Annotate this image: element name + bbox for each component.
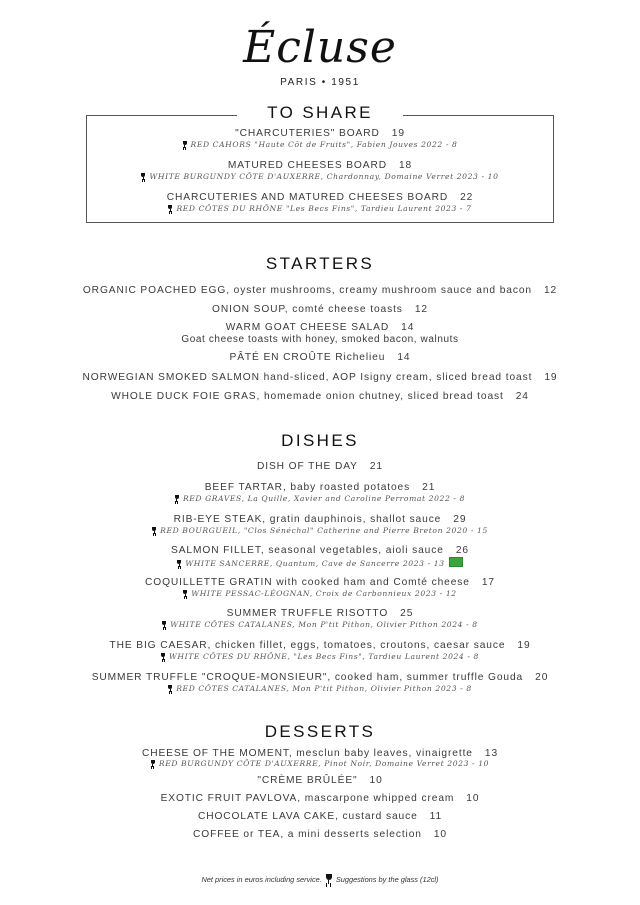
item-price: 22 bbox=[460, 192, 474, 203]
wine-suggestion: RED BOURGUEIL, "Clos Sénéchal" Catherine and Pierre Breton 2020 - 15 bbox=[0, 526, 640, 535]
menu-item: CHEESE OF THE MOMENT, mesclun baby leaves, vinaigrette 13 bbox=[141, 748, 499, 759]
menu-item bbox=[0, 160, 640, 171]
wine-glass-icon bbox=[168, 685, 172, 692]
wine-glass-icon bbox=[175, 495, 179, 502]
tagline: PARIS • 1951 bbox=[280, 77, 360, 88]
menu-item: EXOTIC FRUIT PAVLOVA, mascarpone whipped cream 10 bbox=[160, 793, 480, 804]
menu-item: THE BIG CAESAR, chicken fillet, eggs, tomatoes, croutons, caesar sauce 19 bbox=[109, 640, 531, 651]
item-name: CHARCUTERIES AND MATURED CHEESES BOARD bbox=[166, 192, 449, 203]
wine-suggestion: RED BURGUNDY CÔTE D'AUXERRE, Pinot Noir, Domaine Verret 2023 - 10 bbox=[0, 759, 640, 768]
wine-suggestion: RED CÔTES CATALANES, Mon P'tit Pithon, Olivier Pithon 2023 - 8 bbox=[0, 684, 640, 693]
footer-note: Net prices in euros including service. Suggestions by the glass (12cl) bbox=[201, 875, 439, 884]
wine-glass-icon bbox=[183, 141, 187, 148]
section-title-starters: STARTERS bbox=[265, 254, 375, 273]
menu-item: ORGANIC POACHED EGG, oyster mushrooms, creamy mushroom sauce and bacon 12 bbox=[82, 285, 558, 296]
wine-glass-icon bbox=[141, 173, 145, 180]
wine-suggestion: WHITE CÔTES DU RHÔNE, "Les Becs Fins", Tardieu Laurent 2024 - 8 bbox=[0, 652, 640, 661]
menu-item: SUMMER TRUFFLE RISOTTO 25 bbox=[226, 608, 414, 619]
item-name: MATURED CHEESES BOARD bbox=[227, 160, 387, 171]
menu-item: CHOCOLATE LAVA CAKE, custard sauce 11 bbox=[197, 811, 443, 822]
menu-item: COFFEE or TEA, a mini desserts selection 10 bbox=[192, 829, 447, 840]
menu-item: NORWEGIAN SMOKED SALMON hand-sliced, AOP Isigny cream, sliced bread toast 19 bbox=[82, 372, 558, 383]
wine-glass-icon bbox=[152, 527, 156, 534]
section-title-desserts: DESSERTS bbox=[264, 722, 376, 741]
wine-suggestion: WHITE BURGUNDY CÔTE D'AUXERRE, Chardonnay, Domaine Verret 2023 - 10 bbox=[0, 172, 640, 181]
item-description: Goat cheese toasts with honey, smoked bacon, walnuts bbox=[181, 334, 459, 345]
menu-item: WARM GOAT CHEESE SALAD 14 bbox=[225, 322, 415, 333]
wine-glass-icon bbox=[326, 874, 332, 884]
wine-glass-icon bbox=[162, 621, 166, 628]
wine-suggestion: RED GRAVES, La Quille, Xavier and Caroline Perromat 2022 - 8 bbox=[0, 494, 640, 503]
item-name: "CHARCUTERIES" BOARD bbox=[235, 128, 380, 139]
menu-item: BEEF TARTAR, baby roasted potatoes 21 bbox=[204, 482, 436, 493]
item-price: 19 bbox=[391, 128, 405, 139]
wine-suggestion: WHITE SANCERRE, Quantum, Cave de Sancerre 2023 - 13 bbox=[0, 557, 640, 568]
menu-item: COQUILLETTE GRATIN with cooked ham and Comté cheese 17 bbox=[145, 577, 495, 588]
wine-glass-icon bbox=[177, 560, 181, 567]
menu-item: ONION SOUP, comté cheese toasts 12 bbox=[212, 304, 428, 315]
wine-suggestion: WHITE PESSAC-LÉOGNAN, Croix de Carbonnieux 2023 - 12 bbox=[0, 589, 640, 598]
wine-suggestion: RED CAHORS "Haute Côt de Fruits", Fabien Jouves 2022 - 8 bbox=[0, 140, 640, 149]
menu-item: SUMMER TRUFFLE "CROQUE-MONSIEUR", cooked ham, summer truffle Gouda 20 bbox=[91, 672, 549, 683]
section-title-dishes: DISHES bbox=[281, 431, 359, 450]
menu-item: SALMON FILLET, seasonal vegetables, aioli sauce 26 bbox=[171, 545, 469, 556]
menu-item bbox=[0, 128, 640, 139]
menu-item bbox=[0, 192, 640, 203]
menu-item: "CRÈME BRÛLÉE" 10 bbox=[257, 775, 383, 786]
menu-item: DISH OF THE DAY 21 bbox=[257, 461, 383, 472]
section-title-to-share: TO SHARE bbox=[267, 103, 373, 122]
item-price: 18 bbox=[398, 160, 413, 171]
wine-glass-icon bbox=[161, 653, 165, 660]
wine-glass-icon bbox=[168, 205, 172, 212]
menu-item: PÂTÉ EN CROÛTE Richelieu 14 bbox=[229, 352, 411, 363]
wine-suggestion: WHITE CÔTES CATALANES, Mon P'tit Pithon, Olivier Pithon 2024 - 8 bbox=[0, 620, 640, 629]
wine-glass-icon bbox=[151, 760, 155, 767]
organic-label-icon bbox=[449, 557, 463, 567]
restaurant-logo: Écluse bbox=[243, 22, 397, 73]
menu-item: WHOLE DUCK FOIE GRAS, homemade onion chutney, sliced bread toast 24 bbox=[111, 391, 529, 402]
menu-item: RIB-EYE STEAK, gratin dauphinois, shallot sauce 29 bbox=[173, 514, 467, 525]
wine-glass-icon bbox=[183, 590, 187, 597]
wine-suggestion: RED CÔTES DU RHÔNE "Les Becs Fins", Tardieu Laurent 2023 - 7 bbox=[0, 204, 640, 213]
